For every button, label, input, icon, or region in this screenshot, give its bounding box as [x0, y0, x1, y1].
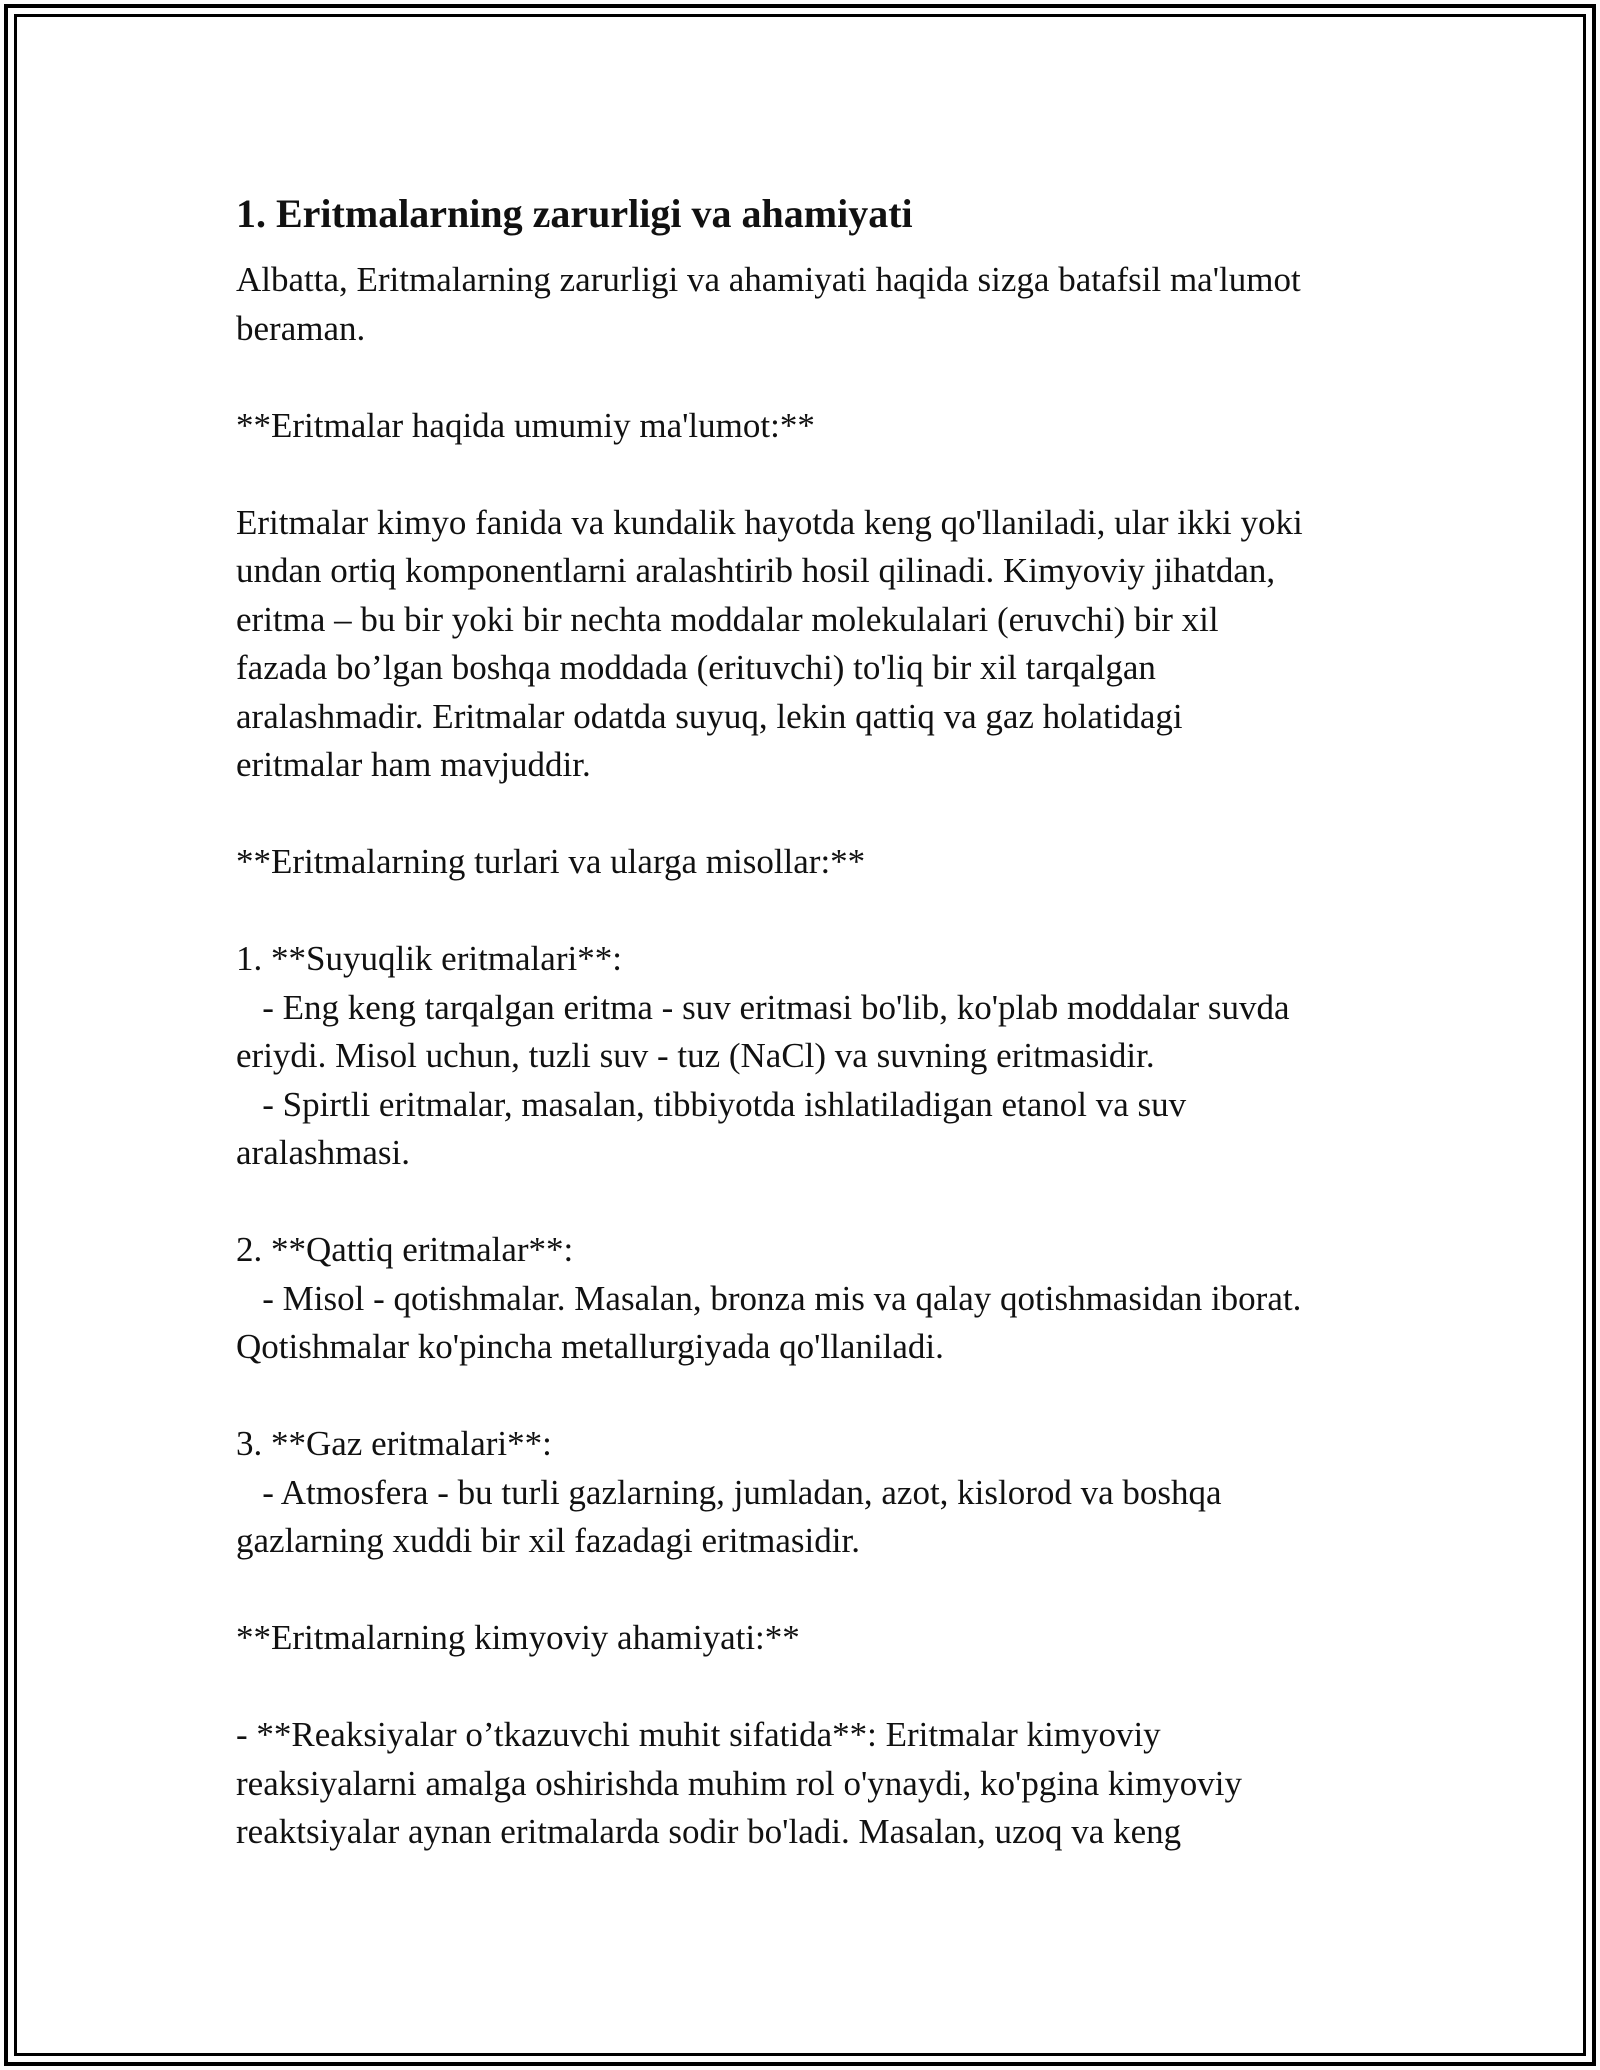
- section-heading: 1. Eritmalarning zarurligi va ahamiyati: [236, 191, 913, 236]
- types-subheading: **Eritmalarning turlari va ularga misollar:**: [236, 842, 866, 881]
- solid-solutions-item: 2. **Qattiq eritmalar**: - Misol - qotishmalar. Masalan, bronza mis va qalay qotishmasidan iborat. Qotishmalar ko'pincha metallurgiyada qo'llaniladi.: [236, 1230, 1302, 1366]
- chemical-importance-subheading: **Eritmalarning kimyoviy ahamiyati:**: [236, 1618, 800, 1657]
- document-body: [236, 186, 1366, 1857]
- general-info-paragraph: Eritmalar kimyo fanida va kundalik hayotda keng qo'llaniladi, ular ikki yoki undan ortiq komponentlarni aralashtirib hosil qilinadi. Kimyoviy jihatdan, eritma – bu bir yoki bir nechta moddalar molekulalari (eruvchi) bir xil fazada bo’lgan boshqa moddada (erituvchi) to'liq bir xil tarqalgan aralashmadir. Eritmalar odatda suyuq, lekin qattiq va gaz holatidagi eritmalar ham mavjuddir.: [236, 502, 1303, 784]
- general-info-subheading: **Eritmalar haqida umumiy ma'lumot:**: [236, 405, 815, 445]
- intro-paragraph: Albatta, Eritmalarning zarurligi va ahamiyati haqida sizga batafsil ma'lumot beraman.: [236, 260, 1301, 348]
- gas-solutions-item: 3. **Gaz eritmalari**: - Atmosfera - bu turli gazlarning, jumladan, azot, kislorod va boshqa gazlarning xuddi bir xil fazadagi eritmasidir.: [236, 1424, 1222, 1560]
- reaction-medium-paragraph: - **Reaksiyalar o’tkazuvchi muhit sifatida**: Eritmalar kimyoviy reaksiyalarni amalga oshirishda muhim rol o'ynaydi, ko'pgina kimyoviy reaktsiyalar aynan eritmalarda sodir bo'ladi. Masalan, uzoq va keng: [236, 1715, 1243, 1851]
- liquid-solutions-item: 1. **Suyuqlik eritmalari**: - Eng keng tarqalgan eritma - suv eritmasi bo'lib, ko'plab moddalar suvda eriydi. Misol uchun, tuzli suv - tuz (NaCl) va suvning eritmasidir. - Spirtli eritmalar, masalan, tibbiyotda ishlatiladigan etanol va suv aralashmasi.: [236, 939, 1290, 1172]
